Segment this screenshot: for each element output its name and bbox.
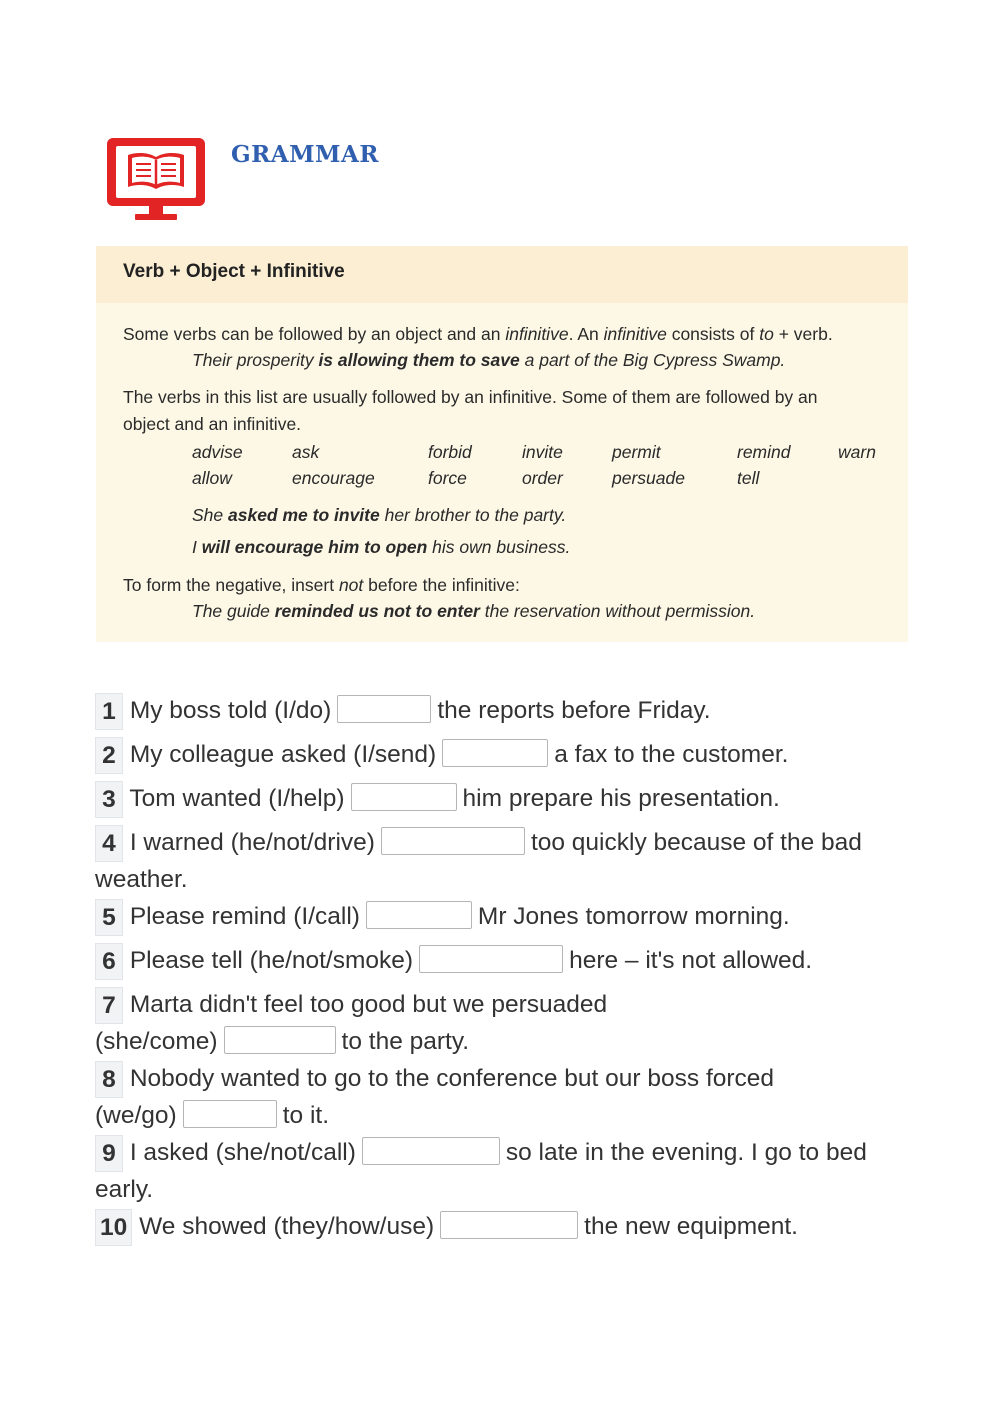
verb-row: advise ask forbid invite permit remind warn (192, 442, 876, 462)
page-title: GRAMMAR (231, 141, 379, 168)
item-number: 4 (95, 825, 123, 862)
exercise-item-6 (95, 943, 925, 980)
item-number: 8 (95, 1061, 123, 1098)
book-screen-icon (104, 135, 208, 223)
item-continuation: the reports before Friday. (437, 697, 711, 724)
answer-input-6[interactable] (419, 945, 563, 973)
item-continuation: the new equipment. (584, 1213, 798, 1241)
item-number: 6 (95, 943, 123, 980)
exercise-item-9 (95, 1135, 925, 1208)
item-prompt: Nobody wanted to go to the conference but our boss forced (129, 1065, 775, 1093)
item-continuation: a fax to the customer. (554, 741, 789, 769)
answer-input-5[interactable] (366, 901, 472, 929)
item-number: 1 (95, 693, 123, 730)
exercise-item-5 (95, 899, 925, 936)
item-prompt: I asked (she/not/call) (129, 1139, 356, 1167)
reference-negative-rule: To form the negative, insert not before the infinitive: (123, 575, 520, 595)
exercise-item-4 (95, 825, 925, 898)
verb-row: allow encourage force order persuade tell (192, 468, 760, 488)
reference-example-1: Their prosperity is allowing them to save a part of the Big Cypress Swamp. (192, 350, 786, 370)
item-continuation: Mr Jones tomorrow morning. (477, 903, 790, 931)
item-number: 7 (95, 987, 123, 1024)
item-continuation: to it. (282, 1102, 329, 1130)
answer-input-9[interactable] (362, 1137, 500, 1165)
verb-list (192, 442, 888, 494)
item-prompt: My colleague asked (I/send) (129, 741, 437, 769)
answer-input-1[interactable] (337, 695, 431, 723)
answer-input-3[interactable] (351, 783, 457, 811)
item-prompt: Please remind (I/call) (129, 903, 360, 931)
item-prompt: Marta didn't feel too good but we persuaded (129, 991, 608, 1019)
exercise-item-8 (95, 1061, 925, 1134)
exercise-item-10 (95, 1209, 925, 1246)
exercise-item-7 (95, 987, 925, 1060)
item-prompt: I warned (he/not/drive) (129, 829, 375, 857)
item-prompt: Please tell (he/not/smoke) (129, 947, 414, 975)
answer-input-2[interactable] (442, 739, 548, 767)
item-prompt: We showed (they/how/use) (139, 1213, 435, 1241)
reference-example-3: I will encourage him to open his own business. (192, 537, 571, 557)
item-continuation: to the party. (341, 1028, 470, 1056)
reference-example-2: She asked me to invite her brother to the party. (192, 505, 567, 525)
answer-input-8[interactable] (183, 1100, 277, 1128)
item-prompt: Tom wanted (I/help) (129, 785, 345, 813)
item-number: 2 (95, 737, 123, 774)
item-continuation: him prepare his presentation. (462, 785, 780, 813)
item-prompt-continued: (she/come) (95, 1028, 218, 1056)
reference-intro: Some verbs can be followed by an object and an infinitive. An infinitive consists of to + verb. (123, 324, 833, 344)
grammar-reference-box (96, 246, 908, 642)
item-number: 3 (95, 781, 123, 818)
answer-input-7[interactable] (224, 1026, 336, 1054)
item-number: 10 (95, 1209, 132, 1246)
item-number: 9 (95, 1135, 123, 1172)
item-number: 5 (95, 899, 123, 936)
item-prompt: My boss told (I/do) (129, 697, 332, 724)
reference-heading: Verb + Object + Infinitive (96, 246, 908, 303)
reference-list-intro-1: The verbs in this list are usually followed by an infinitive. Some of them are followed by an (123, 387, 818, 407)
exercise-item-1 (95, 693, 925, 730)
item-prompt-continued: (we/go) (95, 1102, 177, 1130)
item-continuation: here – it's not allowed. (569, 947, 813, 975)
answer-input-10[interactable] (440, 1211, 578, 1239)
item-continuation: so late in the evening. I go to bed early. (95, 1139, 867, 1204)
exercise-item-3 (95, 781, 925, 818)
reference-list-intro-2: object and an infinitive. (123, 414, 302, 434)
exercise-item-2 (95, 737, 925, 774)
reference-example-4: The guide reminded us not to enter the reservation without permission. (192, 601, 756, 621)
item-continuation: too quickly because of the bad weather. (95, 829, 862, 894)
exercise-list (95, 693, 925, 1246)
answer-input-4[interactable] (381, 827, 525, 855)
